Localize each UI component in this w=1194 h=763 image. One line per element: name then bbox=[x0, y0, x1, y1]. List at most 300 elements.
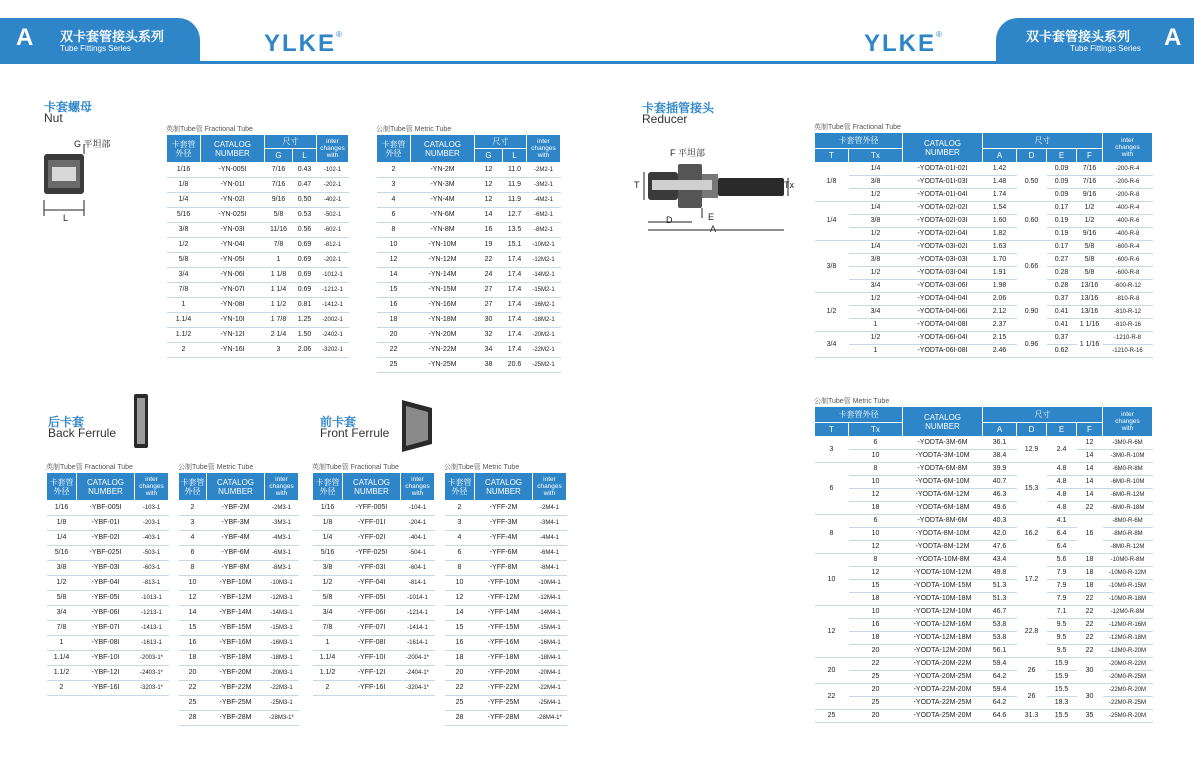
cell-a: 64.6 bbox=[983, 710, 1017, 723]
cell-interchange: -502-1 bbox=[317, 208, 349, 223]
cell-tube-od: 6 bbox=[445, 546, 475, 561]
cell-catalog-number: -YODTA-03I-06I bbox=[903, 280, 983, 293]
cell-catalog-number: -YODTA-04I-08I bbox=[903, 319, 983, 332]
table-row bbox=[377, 208, 561, 223]
cell-f: 1/2 bbox=[1077, 215, 1103, 228]
cell-interchange: -22M0-R-25M bbox=[1103, 697, 1153, 710]
cell-tube-od-tx: 18 bbox=[849, 593, 903, 606]
cell-tube-od-tx: 3/4 bbox=[849, 280, 903, 293]
cell-catalog-number: -YODTA-02I-03I bbox=[903, 215, 983, 228]
cell-catalog-number: -YBF-01I bbox=[77, 516, 135, 531]
cell-interchange: -18M3-1 bbox=[265, 651, 299, 666]
cell-e: 0.17 bbox=[1047, 241, 1077, 254]
cell-e: 4.8 bbox=[1047, 502, 1077, 515]
col-header-interchanges: inter changes with bbox=[401, 473, 435, 501]
col-header-catalog-number: CATALOG NUMBER bbox=[343, 473, 401, 501]
table-row bbox=[815, 254, 1153, 267]
cell-e: 7.1 bbox=[1047, 606, 1077, 619]
col-header-e: E bbox=[1047, 423, 1077, 437]
cell-g: 27 bbox=[475, 298, 503, 313]
cell-catalog-number: -YBF-02I bbox=[77, 531, 135, 546]
cell-interchange: -6M0-R-8M bbox=[1103, 463, 1153, 476]
cell-d: 0.90 bbox=[1017, 293, 1047, 332]
reducer-fractional-caption: 英制Tube管 Fractional Tube bbox=[814, 124, 901, 131]
cell-interchange: -12M4-1 bbox=[533, 591, 567, 606]
cell-catalog-number: -YN-12I bbox=[201, 328, 265, 343]
table-row bbox=[47, 666, 169, 681]
cell-interchange: -2M4-1 bbox=[533, 501, 567, 516]
table-row bbox=[445, 696, 567, 711]
back-ferrule-metric-table bbox=[178, 472, 299, 726]
cell-catalog-number: -YBF-4M bbox=[207, 531, 265, 546]
cell-interchange: -6M4-1 bbox=[533, 546, 567, 561]
cell-catalog-number: -YBF-07I bbox=[77, 621, 135, 636]
col-header-a: A bbox=[983, 149, 1017, 163]
cell-a: 49.8 bbox=[983, 567, 1017, 580]
cell-catalog-number: -YN-05I bbox=[201, 253, 265, 268]
reducer-a-label: A bbox=[710, 224, 717, 234]
cell-a: 51.3 bbox=[983, 593, 1017, 606]
cell-a: 2.37 bbox=[983, 319, 1017, 332]
table-row bbox=[377, 283, 561, 298]
table-row bbox=[179, 546, 299, 561]
table-row bbox=[179, 636, 299, 651]
cell-interchange: -20M0-R-22M bbox=[1103, 658, 1153, 671]
cell-tube-od: 3/8 bbox=[167, 223, 201, 238]
cell-e: 6.4 bbox=[1047, 541, 1077, 554]
cell-catalog-number: -YBF-05I bbox=[77, 591, 135, 606]
table-row bbox=[167, 313, 349, 328]
nut-metric-caption: 公制Tube管 Metric Tube bbox=[376, 126, 452, 133]
brand-logo-right bbox=[864, 30, 944, 58]
cell-tube-od: 12 bbox=[377, 253, 411, 268]
cell-catalog-number: -YN-04I bbox=[201, 238, 265, 253]
cell-tube-od: 2 bbox=[313, 681, 343, 696]
cell-tube-od: 3 bbox=[179, 516, 207, 531]
cell-catalog-number: -YBF-12I bbox=[77, 666, 135, 681]
cell-interchange: -600-R-12 bbox=[1103, 280, 1153, 293]
col-header-interchanges: inter changes with bbox=[533, 473, 567, 501]
cell-tube-od: 3/8 bbox=[313, 561, 343, 576]
cell-interchange: -20M2-1 bbox=[527, 328, 561, 343]
cell-interchange: -1212-1 bbox=[317, 283, 349, 298]
cell-catalog-number: -YODTA-03I-04I bbox=[903, 267, 983, 280]
cell-g: 7/16 bbox=[265, 178, 293, 193]
cell-catalog-number: -YFF-10I bbox=[343, 651, 401, 666]
cell-f: 1 1/16 bbox=[1077, 332, 1103, 358]
cell-e: 15.5 bbox=[1047, 684, 1077, 697]
cell-interchange: -503-1 bbox=[135, 546, 169, 561]
cell-catalog-number: -YN-14M bbox=[411, 268, 475, 283]
cell-interchange: -15M4-1 bbox=[533, 621, 567, 636]
table-row bbox=[815, 306, 1153, 319]
cell-tube-od-t: 8 bbox=[815, 515, 849, 554]
cell-e: 0.41 bbox=[1047, 319, 1077, 332]
cell-interchange: -10M2-1 bbox=[527, 238, 561, 253]
cell-interchange: -14M3-1 bbox=[265, 606, 299, 621]
cell-interchange: -1413-1 bbox=[135, 621, 169, 636]
cell-interchange: -4M4-1 bbox=[533, 531, 567, 546]
cell-interchange: -1014-1 bbox=[401, 591, 435, 606]
col-header-interchanges: inter changes with bbox=[317, 135, 349, 163]
table-row bbox=[815, 710, 1153, 723]
cell-interchange: -10M0-R-12M bbox=[1103, 567, 1153, 580]
table-row bbox=[815, 684, 1153, 697]
cell-interchange: -16M3-1 bbox=[265, 636, 299, 651]
cell-a: 59.4 bbox=[983, 684, 1017, 697]
col-header-d: D bbox=[1017, 423, 1047, 437]
col-header-tube-od: 卡套管 外径 bbox=[313, 473, 343, 501]
cell-l: 20.6 bbox=[503, 358, 527, 373]
cell-interchange: -104-1 bbox=[401, 501, 435, 516]
cell-e: 0.37 bbox=[1047, 332, 1077, 345]
cell-g: 12 bbox=[475, 193, 503, 208]
cell-catalog-number: -YODTA-3M-6M bbox=[903, 437, 983, 450]
cell-catalog-number: -YBF-025I bbox=[77, 546, 135, 561]
cell-tube-od: 4 bbox=[445, 531, 475, 546]
cell-interchange: -3M0-R-6M bbox=[1103, 437, 1153, 450]
cell-interchange: -400-R-6 bbox=[1103, 215, 1153, 228]
cell-tube-od-tx: 18 bbox=[849, 502, 903, 515]
table-row bbox=[179, 531, 299, 546]
cell-tube-od: 5/16 bbox=[167, 208, 201, 223]
cell-catalog-number: -YN-02I bbox=[201, 193, 265, 208]
cell-e: 0.09 bbox=[1047, 176, 1077, 189]
cell-a: 53.8 bbox=[983, 619, 1017, 632]
cell-tube-od: 1/16 bbox=[313, 501, 343, 516]
cell-catalog-number: -YODTA-02I-04I bbox=[903, 228, 983, 241]
cell-interchange: -1414-1 bbox=[401, 621, 435, 636]
cell-catalog-number: -YFF-22M bbox=[475, 681, 533, 696]
cell-e: 9.5 bbox=[1047, 619, 1077, 632]
cell-interchange: -813-1 bbox=[135, 576, 169, 591]
cell-catalog-number: -YN-01I bbox=[201, 178, 265, 193]
cell-a: 1.98 bbox=[983, 280, 1017, 293]
cell-interchange: -12M0-R-20M bbox=[1103, 645, 1153, 658]
cell-interchange: -6M0-R-12M bbox=[1103, 489, 1153, 502]
cell-tube-od-tx: 3/8 bbox=[849, 215, 903, 228]
cell-f: 13/16 bbox=[1077, 293, 1103, 306]
table-row bbox=[167, 178, 349, 193]
cell-catalog-number: -YBF-8M bbox=[207, 561, 265, 576]
cell-f: 22 bbox=[1077, 619, 1103, 632]
cell-a: 2.15 bbox=[983, 332, 1017, 345]
cell-interchange: -400-R-8 bbox=[1103, 228, 1153, 241]
cell-f: 22 bbox=[1077, 645, 1103, 658]
cell-interchange: -10M0-R-15M bbox=[1103, 580, 1153, 593]
table-row bbox=[179, 711, 299, 726]
table-row bbox=[167, 298, 349, 313]
cell-tube-od: 14 bbox=[377, 268, 411, 283]
back-ferrule-fractional-table bbox=[46, 472, 169, 696]
cell-tube-od-tx: 1/4 bbox=[849, 163, 903, 176]
cell-f: 16 bbox=[1077, 515, 1103, 554]
cell-f: 9/16 bbox=[1077, 189, 1103, 202]
table-row bbox=[377, 343, 561, 358]
col-header-a: A bbox=[983, 423, 1017, 437]
cell-catalog-number: -YODTA-8M-12M bbox=[903, 541, 983, 554]
cell-f: 22 bbox=[1077, 593, 1103, 606]
cell-l: 17.4 bbox=[503, 298, 527, 313]
cell-tube-od: 5/8 bbox=[47, 591, 77, 606]
reducer-title-cn: 卡套插管接头 bbox=[642, 101, 715, 115]
table-row bbox=[377, 298, 561, 313]
table-row bbox=[179, 651, 299, 666]
reducer-t-label: T bbox=[634, 180, 640, 190]
col-header-l: L bbox=[503, 149, 527, 163]
col-header-catalog-number: CATALOG NUMBER bbox=[903, 133, 983, 163]
cell-catalog-number: -YFF-16I bbox=[343, 681, 401, 696]
table-row bbox=[313, 576, 435, 591]
cell-e: 0.41 bbox=[1047, 306, 1077, 319]
cell-interchange: -103-1 bbox=[135, 501, 169, 516]
cell-tube-od: 20 bbox=[445, 666, 475, 681]
cell-tube-od-tx: 8 bbox=[849, 463, 903, 476]
col-header-tube-od: 卡套管 外径 bbox=[47, 473, 77, 501]
cell-a: 40.3 bbox=[983, 515, 1017, 528]
cell-a: 51.3 bbox=[983, 580, 1017, 593]
cell-e: 7.9 bbox=[1047, 567, 1077, 580]
cell-interchange: -6M2-1 bbox=[527, 208, 561, 223]
cell-catalog-number: -YFF-16M bbox=[475, 636, 533, 651]
cell-tube-od-tx: 12 bbox=[849, 489, 903, 502]
cell-catalog-number: -YN-22M bbox=[411, 343, 475, 358]
cell-catalog-number: -YODTA-25M-20M bbox=[903, 710, 983, 723]
cell-g: 5/8 bbox=[265, 208, 293, 223]
cell-tube-od-tx: 1/2 bbox=[849, 267, 903, 280]
table-row bbox=[445, 666, 567, 681]
cell-f: 7/16 bbox=[1077, 176, 1103, 189]
cell-catalog-number: -YFF-025I bbox=[343, 546, 401, 561]
cell-g: 32 bbox=[475, 328, 503, 343]
table-row bbox=[445, 516, 567, 531]
cell-catalog-number: -YODTA-10M-8M bbox=[903, 554, 983, 567]
cell-catalog-number: -YN-16I bbox=[201, 343, 265, 358]
reducer-fractional-table bbox=[814, 132, 1153, 358]
cell-tube-od: 1.1/4 bbox=[47, 651, 77, 666]
col-header-dimensions: 尺寸 bbox=[265, 135, 317, 149]
table-row bbox=[815, 241, 1153, 254]
cell-tube-od-tx: 3/8 bbox=[849, 254, 903, 267]
cell-tube-od: 5/8 bbox=[167, 253, 201, 268]
table-row bbox=[815, 293, 1153, 306]
cell-tube-od: 1.1/2 bbox=[47, 666, 77, 681]
right-section-letter: A bbox=[1164, 24, 1182, 51]
cell-g: 12 bbox=[475, 163, 503, 178]
cell-d: 17.2 bbox=[1017, 554, 1047, 606]
cell-d: 31.3 bbox=[1017, 710, 1047, 723]
cell-catalog-number: -YN-06I bbox=[201, 268, 265, 283]
cell-d: 16.2 bbox=[1017, 515, 1047, 554]
cell-interchange: -20M4-1 bbox=[533, 666, 567, 681]
cell-f: 14 bbox=[1077, 489, 1103, 502]
cell-g: 7/16 bbox=[265, 163, 293, 178]
cell-catalog-number: -YBF-6M bbox=[207, 546, 265, 561]
cell-g: 1 1/2 bbox=[265, 298, 293, 313]
cell-catalog-number: -YFF-10M bbox=[475, 576, 533, 591]
table-row bbox=[815, 163, 1153, 176]
cell-interchange: -22M0-R-20M bbox=[1103, 684, 1153, 697]
left-series-subtitle: Tube Fittings Series bbox=[60, 44, 131, 53]
cell-interchange: -810-R-16 bbox=[1103, 319, 1153, 332]
cell-tube-od: 16 bbox=[445, 636, 475, 651]
cell-catalog-number: -YFF-8M bbox=[475, 561, 533, 576]
cell-catalog-number: -YODTA-6M-18M bbox=[903, 502, 983, 515]
cell-a: 1.48 bbox=[983, 176, 1017, 189]
cell-tube-od: 1/8 bbox=[47, 516, 77, 531]
cell-l: 0.69 bbox=[293, 238, 317, 253]
table-row bbox=[313, 636, 435, 651]
table-row bbox=[179, 576, 299, 591]
cell-tube-od: 3 bbox=[445, 516, 475, 531]
cell-tube-od: 8 bbox=[445, 561, 475, 576]
cell-interchange: -1210-R-8 bbox=[1103, 332, 1153, 345]
cell-e: 15.9 bbox=[1047, 658, 1077, 671]
cell-catalog-number: -YODTA-10M-12M bbox=[903, 567, 983, 580]
cell-tube-od: 18 bbox=[179, 651, 207, 666]
cell-tube-od: 16 bbox=[377, 298, 411, 313]
nut-length-label: L bbox=[63, 213, 69, 223]
cell-interchange: -3204-1* bbox=[401, 681, 435, 696]
table-row bbox=[815, 215, 1153, 228]
cell-f: 14 bbox=[1077, 463, 1103, 476]
cell-interchange: -25M3-1 bbox=[265, 696, 299, 711]
cell-a: 1.63 bbox=[983, 241, 1017, 254]
cell-interchange: -12M0-R-16M bbox=[1103, 619, 1153, 632]
cell-interchange: -203-1 bbox=[135, 516, 169, 531]
cell-catalog-number: -YODTA-20M-22M bbox=[903, 658, 983, 671]
brand-name: YLKE bbox=[864, 30, 937, 57]
cell-tube-od-tx: 1/4 bbox=[849, 202, 903, 215]
cell-catalog-number: -YODTA-01I-04I bbox=[903, 189, 983, 202]
table-row bbox=[167, 193, 349, 208]
cell-catalog-number: -YODTA-10M-18M bbox=[903, 593, 983, 606]
cell-interchange: -14M2-1 bbox=[527, 268, 561, 283]
table-row bbox=[815, 189, 1153, 202]
front-ferrule-metric-caption: 公制Tube管 Metric Tube bbox=[444, 464, 520, 471]
cell-g: 14 bbox=[475, 208, 503, 223]
cell-catalog-number: -YFF-18M bbox=[475, 651, 533, 666]
back-ferrule-drawing bbox=[130, 392, 154, 450]
col-header-catalog-number: CATALOG NUMBER bbox=[411, 135, 475, 163]
nut-fractional-table bbox=[166, 134, 349, 358]
cell-interchange: -15M2-1 bbox=[527, 283, 561, 298]
col-header-catalog-number: CATALOG NUMBER bbox=[903, 407, 983, 437]
cell-interchange: -8M4-1 bbox=[533, 561, 567, 576]
cell-catalog-number: -YODTA-04I-04I bbox=[903, 293, 983, 306]
cell-l: 15.1 bbox=[503, 238, 527, 253]
table-row bbox=[815, 228, 1153, 241]
cell-tube-od-tx: 3/8 bbox=[849, 176, 903, 189]
table-row bbox=[445, 546, 567, 561]
cell-catalog-number: -YBF-18M bbox=[207, 651, 265, 666]
table-row bbox=[815, 658, 1153, 671]
cell-interchange: -1613-1 bbox=[135, 636, 169, 651]
table-row bbox=[179, 681, 299, 696]
cell-tube-od: 7/8 bbox=[313, 621, 343, 636]
cell-catalog-number: -YN-6M bbox=[411, 208, 475, 223]
cell-tube-od-tx: 20 bbox=[849, 684, 903, 697]
cell-tube-od: 3/4 bbox=[167, 268, 201, 283]
cell-interchange: -16M2-1 bbox=[527, 298, 561, 313]
front-ferrule-title-cn: 前卡套 bbox=[320, 415, 357, 429]
table-row bbox=[313, 516, 435, 531]
cell-a: 2.46 bbox=[983, 345, 1017, 358]
cell-l: 17.4 bbox=[503, 283, 527, 298]
cell-interchange: -2404-1* bbox=[401, 666, 435, 681]
reducer-title-en: Reducer bbox=[642, 112, 688, 126]
cell-e: 0.28 bbox=[1047, 280, 1077, 293]
cell-a: 53.8 bbox=[983, 632, 1017, 645]
table-row bbox=[167, 343, 349, 358]
cell-a: 64.2 bbox=[983, 697, 1017, 710]
cell-tube-od: 4 bbox=[377, 193, 411, 208]
reducer-d-label: D bbox=[666, 215, 673, 225]
cell-interchange: -102-1 bbox=[317, 163, 349, 178]
cell-tube-od: 10 bbox=[179, 576, 207, 591]
cell-catalog-number: -YODTA-03I-02I bbox=[903, 241, 983, 254]
cell-catalog-number: -YFF-3M bbox=[475, 516, 533, 531]
back-ferrule-fractional-caption: 英制Tube管 Fractional Tube bbox=[46, 464, 133, 471]
cell-l: 17.4 bbox=[503, 268, 527, 283]
col-header-tx: Tx bbox=[849, 149, 903, 163]
cell-interchange: -8M0-R-12M bbox=[1103, 541, 1153, 554]
cell-catalog-number: -YFF-12I bbox=[343, 666, 401, 681]
cell-catalog-number: -YN-4M bbox=[411, 193, 475, 208]
table-row bbox=[313, 591, 435, 606]
cell-tube-od-t: 3 bbox=[815, 437, 849, 463]
cell-g: 34 bbox=[475, 343, 503, 358]
cell-tube-od: 2 bbox=[47, 681, 77, 696]
table-row bbox=[445, 591, 567, 606]
cell-tube-od: 25 bbox=[445, 696, 475, 711]
col-header-interchanges: inter changes with bbox=[265, 473, 299, 501]
cell-interchange: -12M0-R-18M bbox=[1103, 632, 1153, 645]
cell-catalog-number: -YN-12M bbox=[411, 253, 475, 268]
cell-interchange: -600-R-6 bbox=[1103, 254, 1153, 267]
cell-interchange: -28M4-1* bbox=[533, 711, 567, 726]
cell-g: 9/16 bbox=[265, 193, 293, 208]
left-section-letter: A bbox=[16, 24, 34, 51]
cell-interchange: -604-1 bbox=[401, 561, 435, 576]
cell-tube-od: 1 bbox=[167, 298, 201, 313]
cell-interchange: -1013-1 bbox=[135, 591, 169, 606]
table-row bbox=[313, 546, 435, 561]
cell-catalog-number: -YFF-12M bbox=[475, 591, 533, 606]
cell-l: 17.4 bbox=[503, 253, 527, 268]
cell-tube-od: 7/8 bbox=[47, 621, 77, 636]
cell-catalog-number: -YBF-2M bbox=[207, 501, 265, 516]
cell-tube-od-tx: 15 bbox=[849, 580, 903, 593]
cell-catalog-number: -YN-18M bbox=[411, 313, 475, 328]
cell-catalog-number: -YODTA-20M-25M bbox=[903, 671, 983, 684]
cell-interchange: -200-R-8 bbox=[1103, 189, 1153, 202]
cell-interchange: -810-R-12 bbox=[1103, 306, 1153, 319]
cell-tube-od: 12 bbox=[179, 591, 207, 606]
cell-g: 12 bbox=[475, 178, 503, 193]
cell-f: 5/8 bbox=[1077, 254, 1103, 267]
col-header-g: G bbox=[475, 149, 503, 163]
cell-tube-od: 3/8 bbox=[47, 561, 77, 576]
cell-l: 0.53 bbox=[293, 208, 317, 223]
cell-e: 9.5 bbox=[1047, 645, 1077, 658]
cell-tube-od-tx: 6 bbox=[849, 515, 903, 528]
cell-interchange: -400-R-4 bbox=[1103, 202, 1153, 215]
table-row bbox=[377, 238, 561, 253]
cell-f: 35 bbox=[1077, 710, 1103, 723]
cell-tube-od-tx: 10 bbox=[849, 450, 903, 463]
cell-catalog-number: -YN-10M bbox=[411, 238, 475, 253]
